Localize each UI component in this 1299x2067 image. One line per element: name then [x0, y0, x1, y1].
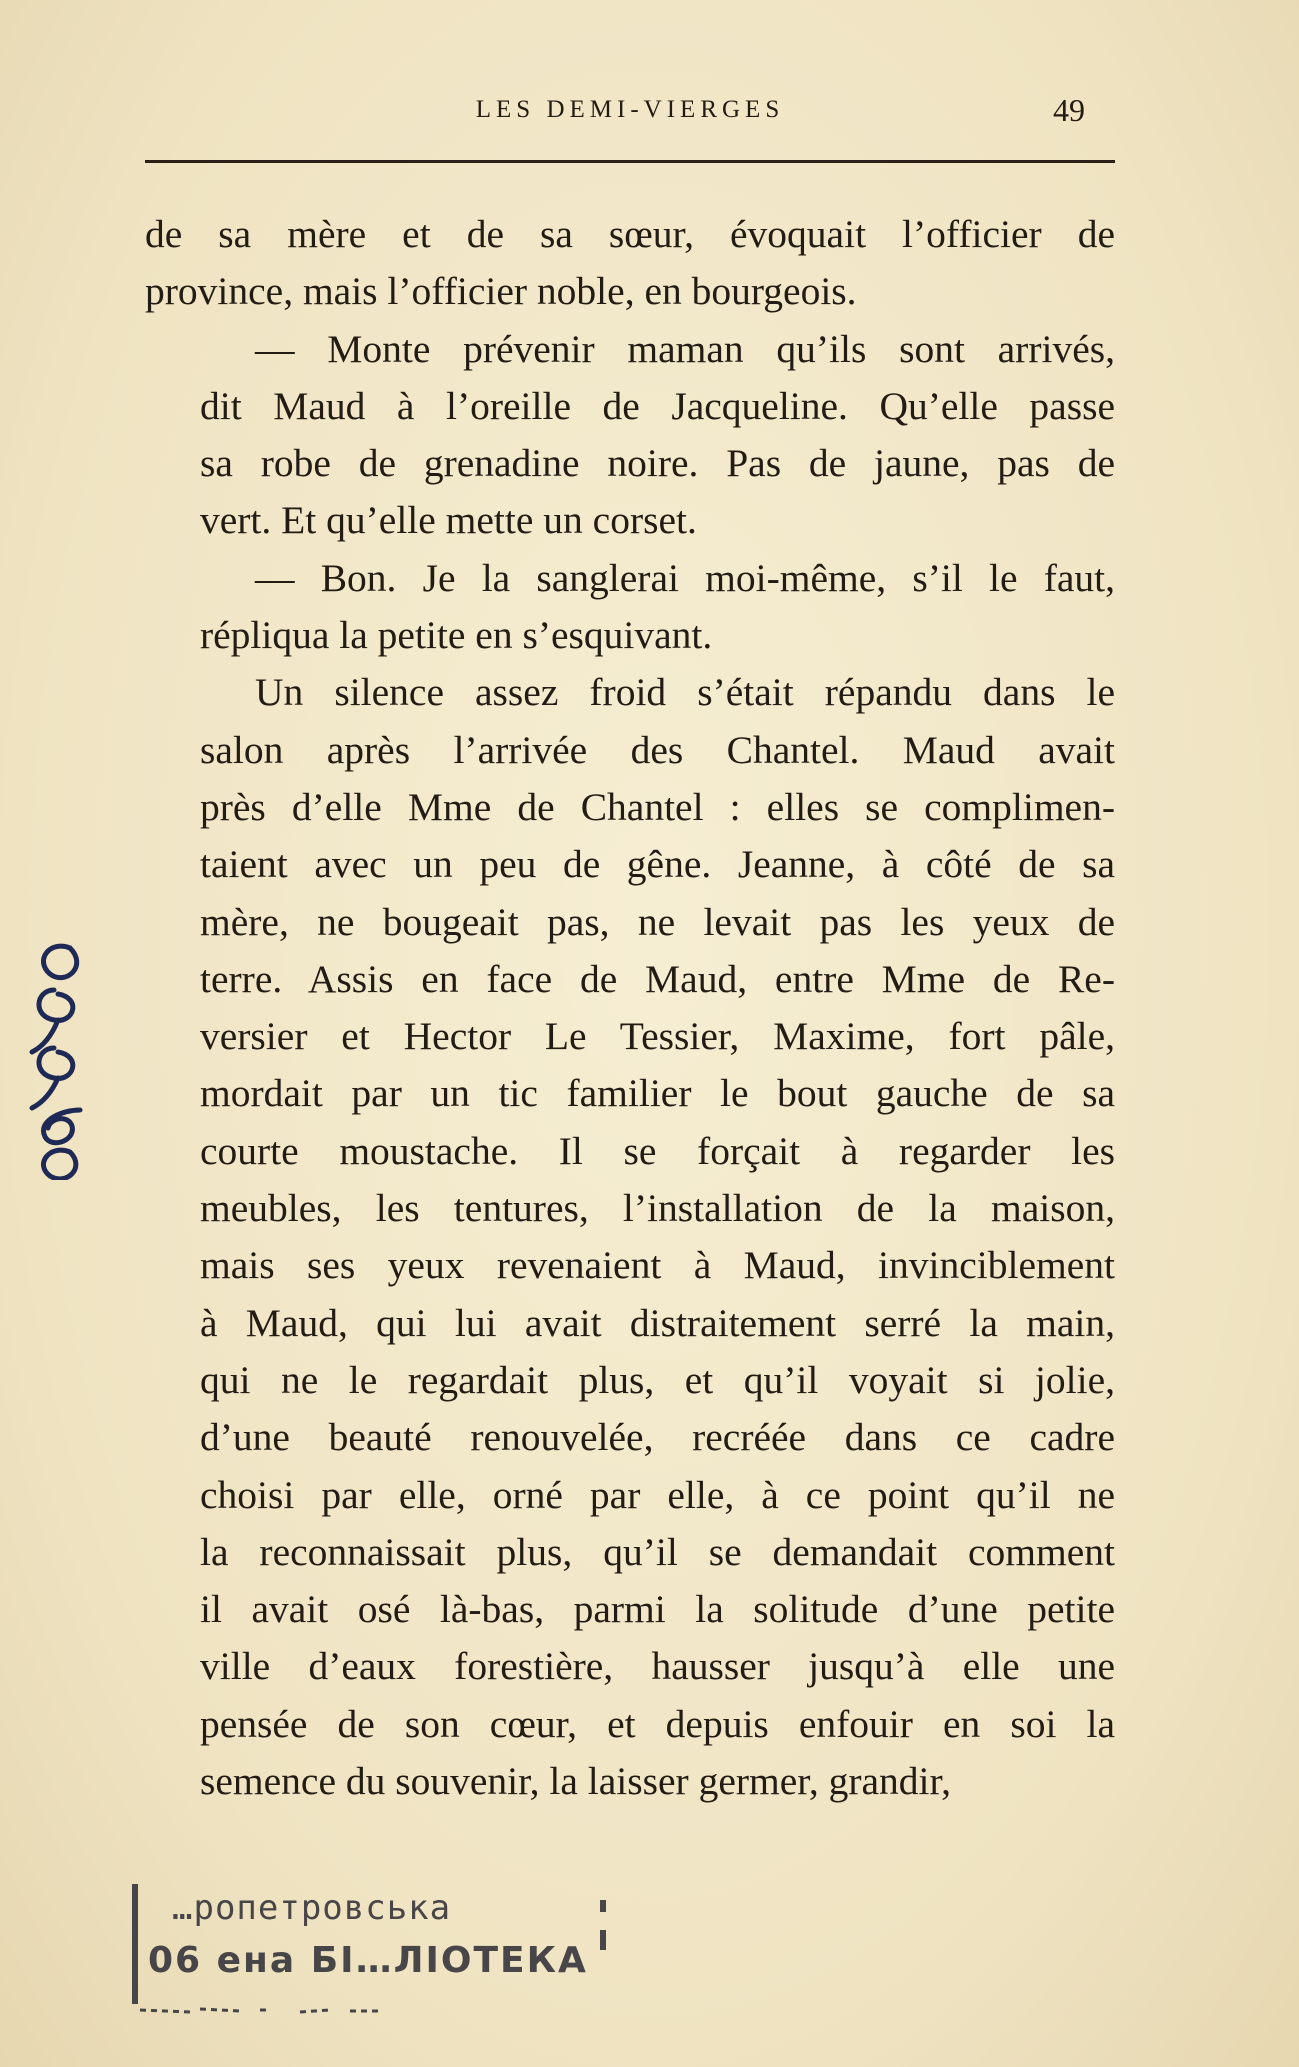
text-line: près d’elle Mme de Chantel : elles se complimen- [200, 784, 1115, 829]
text-line: d’une beauté renouvelée, recréée dans ce cadre [200, 1415, 1115, 1460]
text-line: terre. Assis en face de Maud, entre Mme de Re- [200, 956, 1115, 1001]
stamp-line-1: …ропетровська [172, 1888, 452, 1928]
stamp-right-mark [600, 1930, 606, 1950]
library-stamp [130, 1880, 610, 2030]
page-number: 49 [1053, 92, 1085, 128]
stamp-dashes [130, 2000, 430, 2020]
text-line: mère, ne bougeait pas, ne levait pas les yeux de [200, 899, 1115, 944]
text-line: ville d’eaux forestière, hausser jusqu’à elle une [200, 1644, 1115, 1689]
text-line: province, mais l’officier noble, en bourgeois. [145, 269, 857, 314]
text-line: semence du souvenir, la laisser germer, grandir, [200, 1759, 951, 1804]
text-line: mordait par un tic familier le bout gauche de sa [200, 1071, 1115, 1116]
text-line: sa robe de grenadine noire. Pas de jaune, pas de [200, 441, 1115, 486]
stamp-line-2: 06 ена БІ…ЛІОТЕКА [148, 1940, 588, 1981]
text-line: taient avec un peu de gêne. Jeanne, à côté de sa [200, 842, 1115, 887]
body-text [145, 206, 1115, 1810]
text-line: — Bon. Je la sanglerai moi-même, s’il le faut, [255, 555, 1115, 600]
paragraph [145, 550, 1115, 665]
text-line: répliqua la petite en s’esquivant. [200, 613, 713, 658]
handwritten-accession-number [10, 920, 110, 1180]
text-line: choisi par elle, orné par elle, à ce point qu’il ne [200, 1472, 1115, 1517]
text-line: mais ses yeux revenaient à Maud, invinciblement [200, 1243, 1115, 1288]
text-line: qui ne le regardait plus, et qu’il voyait si jolie, [200, 1357, 1115, 1402]
text-line: de sa mère et de sa sœur, évoquait l’officier de [145, 212, 1115, 256]
text-line: versier et Hector Le Tessier, Maxime, fort pâle, [200, 1014, 1115, 1059]
header-rule [145, 160, 1115, 163]
text-line: la reconnaissait plus, qu’il se demandait comment [200, 1529, 1115, 1574]
text-line: dit Maud à l’oreille de Jacqueline. Qu’elle passe [200, 383, 1115, 428]
text-line: à Maud, qui lui avait distraitement serré la main, [200, 1300, 1115, 1345]
text-line: pensée de son cœur, et depuis enfouir en soi la [200, 1701, 1115, 1746]
text-line: il avait osé là-bas, parmi la solitude d’une petite [200, 1587, 1115, 1632]
paragraph [145, 664, 1115, 1810]
stamp-right-mark [600, 1900, 606, 1912]
text-line: vert. Et qu’elle mette un corset. [200, 498, 697, 543]
running-title: LES DEMI-VIERGES [475, 96, 785, 123]
text-line: salon après l’arrivée des Chantel. Maud avait [200, 727, 1115, 772]
text-line: meubles, les tentures, l’installation de la maison, [200, 1186, 1115, 1231]
running-head [145, 92, 1115, 132]
text-line: courte moustache. Il se forçait à regarder les [200, 1128, 1115, 1173]
paragraph [145, 321, 1115, 550]
text-line: — Monte prévenir maman qu’ils sont arrivés, [255, 326, 1115, 371]
text-line: Un silence assez froid s’était répandu dans le [255, 670, 1115, 715]
paragraph [145, 206, 1115, 321]
stamp-left-bar [132, 1884, 138, 2004]
